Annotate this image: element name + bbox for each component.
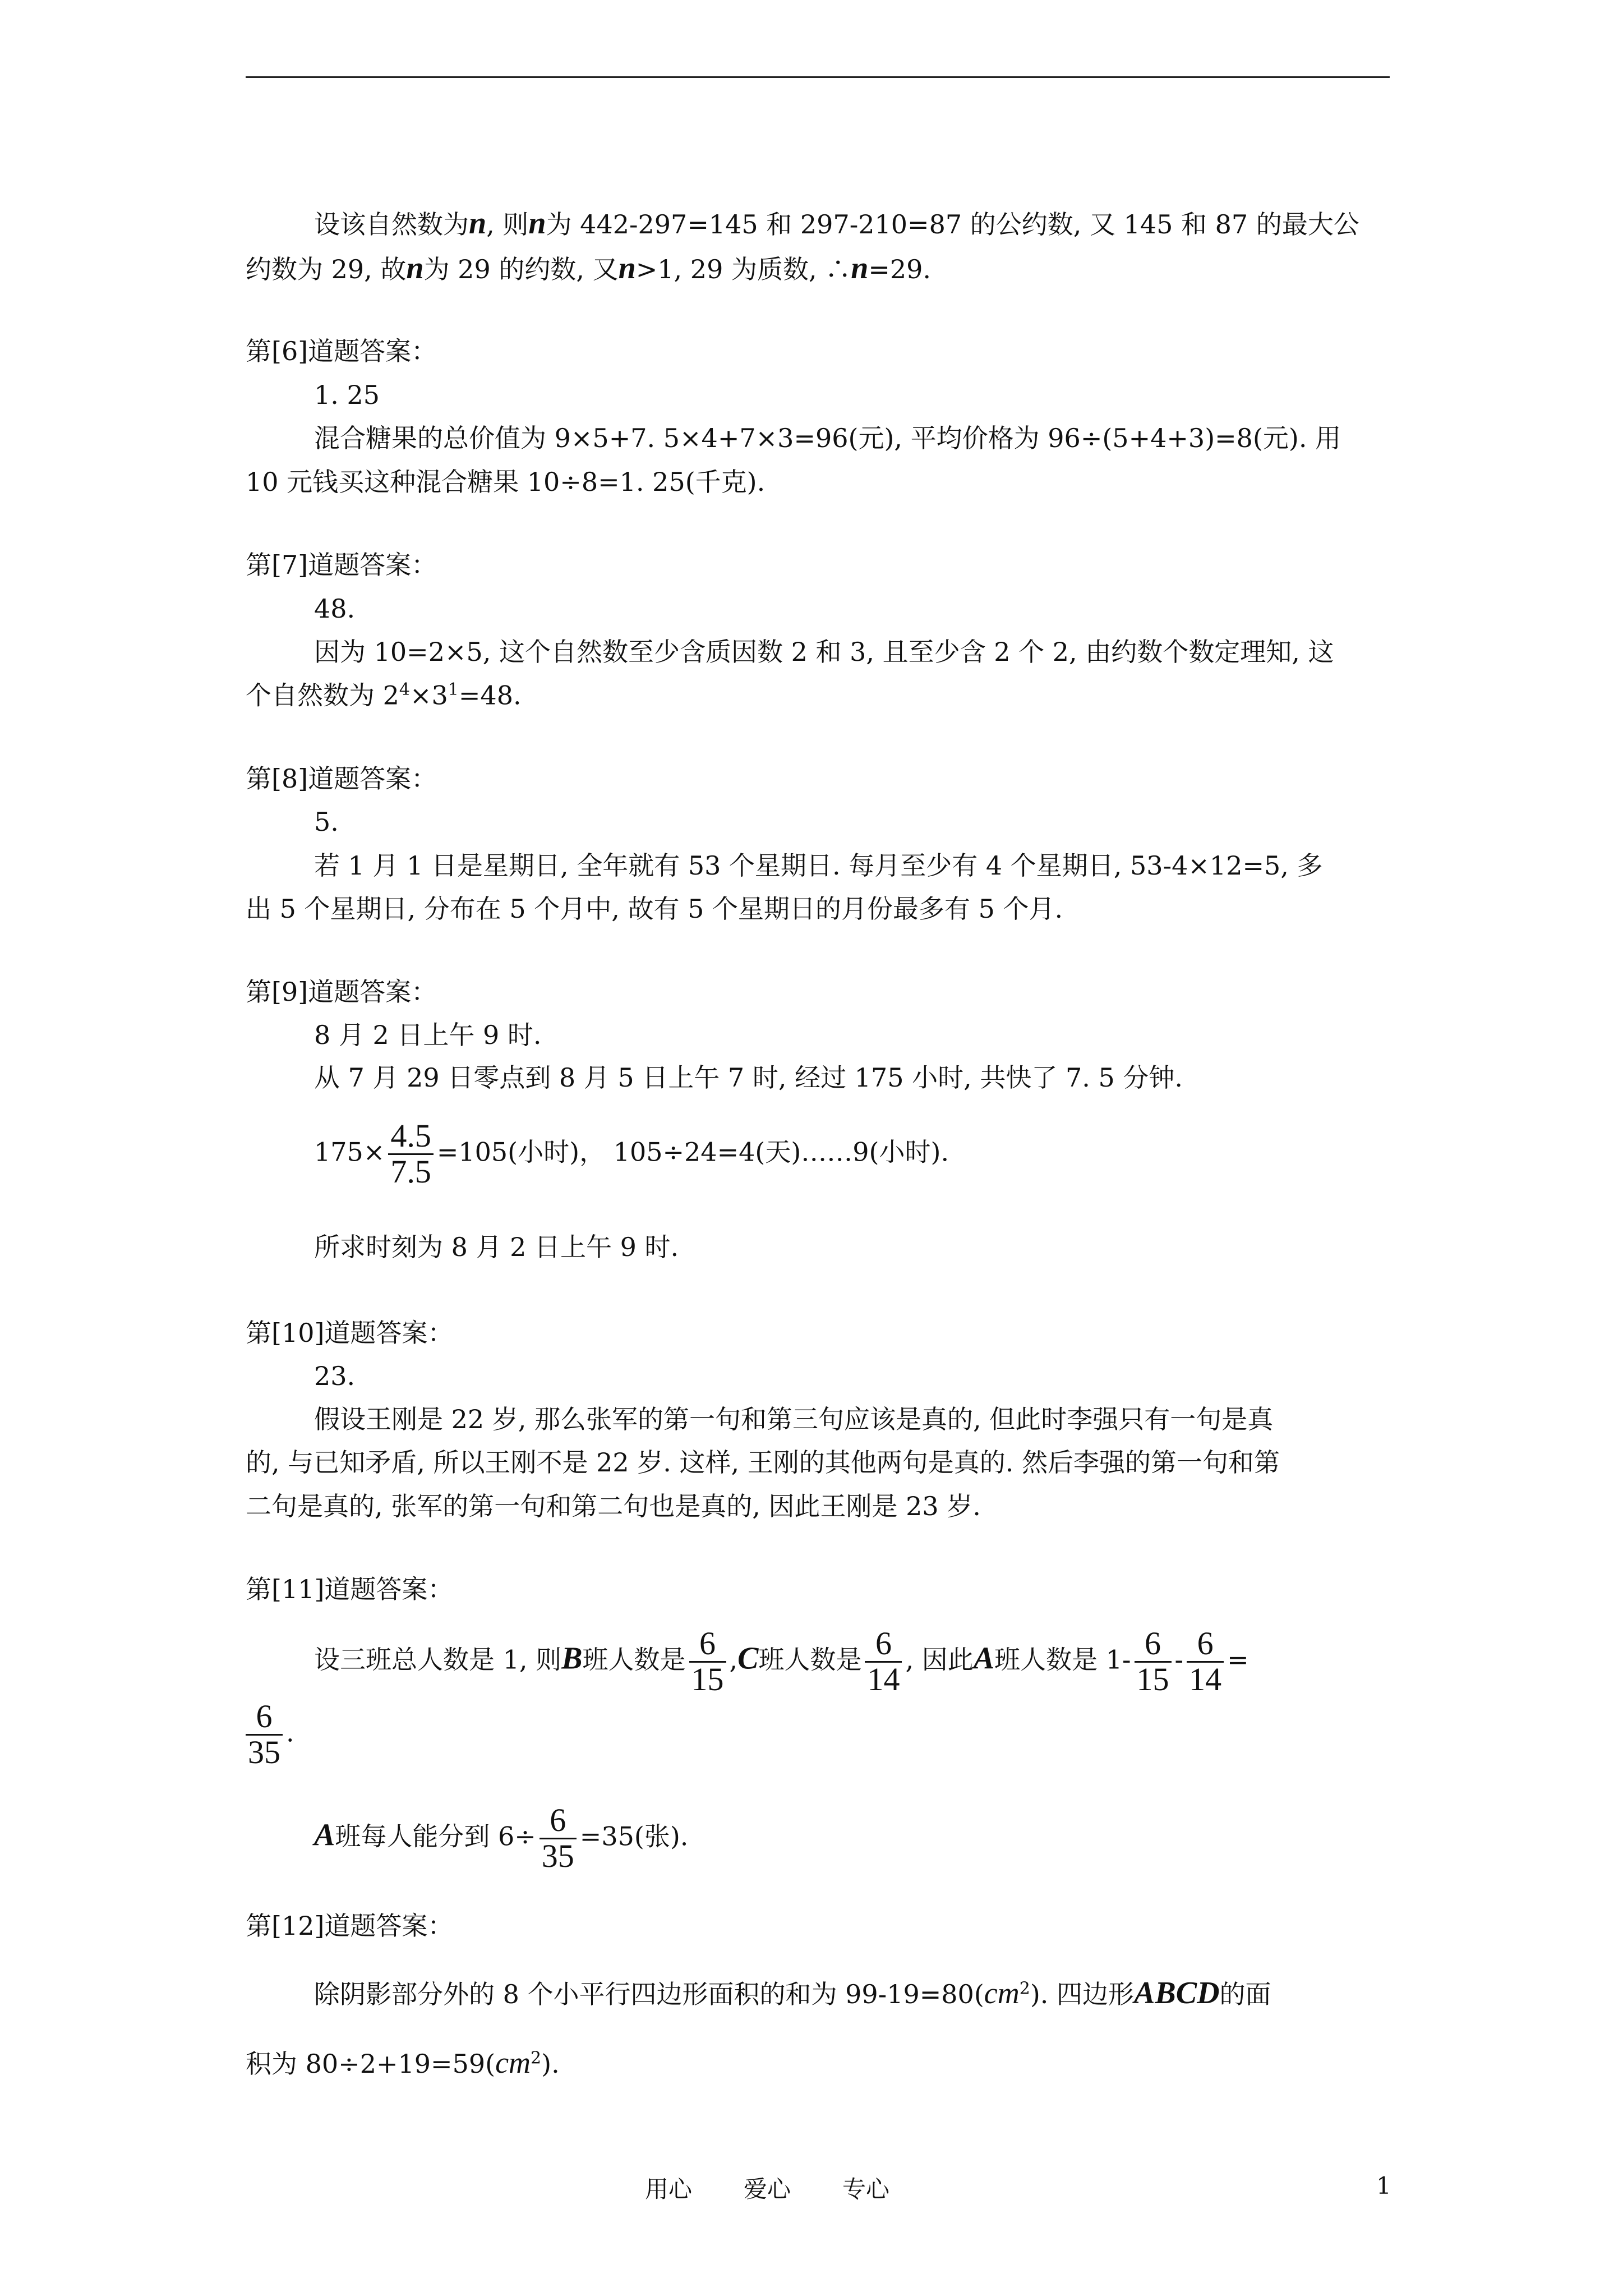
fraction [689, 1627, 726, 1697]
exponent: 4 [399, 680, 410, 700]
text-line: 二句是真的, 张军的第一句和第二句也是真的, 因此王刚是 23 岁. [246, 1491, 981, 1521]
unit-cm: cm [984, 1976, 1020, 2010]
variable-n: n [618, 251, 636, 286]
text: 设该自然数为 [314, 209, 469, 240]
text-line [314, 208, 1390, 239]
answer-heading: 第[10]道题答案： [246, 1318, 454, 1348]
text-line: 所求时刻为 8 月 2 日上午 9 时. [314, 1232, 679, 1262]
text-line: 因为 10=2×5, 这个自然数至少含质因数 2 和 3, 且至少含 2 个 2, 由约数个数定理知, 这 [314, 637, 1334, 667]
variable-b: B [561, 1641, 583, 1676]
text-line: 假设王刚是 22 岁, 那么张军的第一句和第三句应该是真的, 但此时李强只有一句是真 [314, 1404, 1274, 1434]
text: 为 442-297=145 和 297-210=87 的公约数, 又 145 和 87 的最大公 [546, 209, 1359, 240]
text-line: 从 7 月 29 日零点到 8 月 5 日上午 7 时, 经过 175 小时, 共快了 7. 5 分钟. [314, 1062, 1183, 1093]
text: 班每人能分到 6÷ [335, 1821, 536, 1852]
text: 为 29 的约数, 又 [423, 254, 619, 284]
footer-word: 专心 [842, 2175, 890, 2203]
calculation-line [314, 1119, 1390, 1189]
text-line [246, 252, 1390, 284]
fraction-numerator: 6 [689, 1627, 726, 1663]
text: 除阴影部分外的 8 个小平行四边形面积的和为 99-19=80( [314, 1979, 984, 2009]
text: ). 四边形 [1030, 1979, 1135, 2009]
text: =29. [868, 254, 932, 284]
text-line [246, 2047, 1390, 2078]
text: = [1227, 1644, 1249, 1675]
text: =48. [458, 680, 522, 711]
text: 设三班总人数是 1, 则 [314, 1644, 562, 1675]
answer-value: 8 月 2 日上午 9 时. [314, 1020, 542, 1050]
text: =105(小时)， 105÷24=4(天)……9(小时). [436, 1137, 949, 1167]
text: 约数为 29, 故 [246, 254, 407, 284]
text: =35(张). [579, 1821, 689, 1852]
answer-value: 23. [314, 1361, 356, 1391]
fraction-denominator: 14 [867, 1660, 900, 1697]
text-line [246, 680, 1390, 711]
variable-c: C [737, 1641, 759, 1676]
fraction-numerator: 6 [865, 1627, 902, 1663]
text: . [286, 1717, 294, 1748]
fraction-denominator: 7.5 [390, 1153, 431, 1190]
fraction-denominator: 15 [1136, 1660, 1169, 1697]
answer-value: 5. [314, 807, 339, 837]
text: 班人数是 [582, 1644, 686, 1675]
variable-n: n [469, 206, 487, 241]
text: 班人数是 1- [994, 1644, 1131, 1675]
text-line: 混合糖果的总价值为 9×5+7. 5×4+7×3=96(元), 平均价格为 96÷(5+4+3)=8(元). 用 [314, 423, 1341, 453]
footer-word: 爱心 [744, 2175, 791, 2203]
fraction-numerator: 6 [1187, 1627, 1224, 1663]
variable-n: n [406, 251, 424, 286]
text: ). [541, 2049, 560, 2079]
fraction [540, 1803, 577, 1874]
fraction-denominator: 35 [541, 1837, 574, 1874]
text: 的面 [1219, 1979, 1271, 2009]
header-rule [246, 76, 1390, 78]
fraction-denominator: 15 [691, 1660, 724, 1697]
exponent: 2 [531, 2048, 542, 2068]
page-footer [645, 2171, 889, 2205]
text: , [729, 1644, 738, 1675]
unit-cm: cm [495, 2046, 531, 2079]
variable-abcd: ABCD [1134, 1976, 1220, 2010]
fraction [1135, 1627, 1172, 1697]
fraction [388, 1119, 434, 1189]
text-line [314, 1627, 1390, 1697]
page-number: 1 [1376, 2172, 1391, 2200]
text: 班人数是 [758, 1644, 862, 1675]
answer-heading: 第[12]道题答案： [246, 1911, 454, 1941]
fraction-denominator: 35 [248, 1733, 280, 1770]
text-line [314, 1803, 1390, 1874]
text-line: 10 元钱买这种混合糖果 10÷8=1. 25(千克). [246, 467, 766, 497]
fraction-numerator: 4.5 [388, 1119, 434, 1155]
text: 个自然数为 2 [246, 680, 399, 711]
text: >1, 29 为质数, ∴ [635, 254, 851, 284]
fraction [246, 1700, 283, 1770]
answer-heading: 第[11]道题答案： [246, 1574, 454, 1604]
exponent: 1 [448, 680, 459, 700]
text-line: 出 5 个星期日, 分布在 5 个月中, 故有 5 个星期日的月份最多有 5 个月. [246, 894, 1063, 924]
text: , 因此 [905, 1644, 974, 1675]
fraction-numerator: 6 [1135, 1627, 1172, 1663]
answer-value: 1. 25 [314, 380, 380, 410]
text-line: 的, 与已知矛盾, 所以王刚不是 22 岁. 这样, 王刚的其他两句是真的. 然后李强的第一句和第 [246, 1447, 1280, 1478]
variable-n: n [851, 251, 869, 286]
text: 积为 80÷2+19=59( [246, 2049, 496, 2079]
variable-a: A [314, 1818, 335, 1853]
answer-heading: 第[9]道题答案： [246, 977, 437, 1007]
fraction-numerator: 6 [246, 1700, 283, 1736]
text-line: 若 1 月 1 日是星期日, 全年就有 53 个星期日. 每月至少有 4 个星期日, 53-4×12=5, 多 [314, 850, 1323, 881]
variable-a: A [973, 1641, 995, 1676]
text: - [1174, 1644, 1184, 1675]
footer-word: 用心 [645, 2175, 693, 2203]
fraction-denominator: 14 [1189, 1660, 1222, 1697]
text-line [314, 1977, 1390, 2009]
exponent: 2 [1019, 1978, 1030, 1999]
fraction [1187, 1627, 1224, 1697]
variable-n: n [528, 206, 546, 241]
text: ×3 [409, 680, 448, 711]
answer-value: 48. [314, 593, 356, 624]
text: 175× [314, 1137, 385, 1167]
answer-heading: 第[7]道题答案： [246, 550, 437, 580]
fraction [865, 1627, 902, 1697]
answer-heading: 第[8]道题答案： [246, 763, 437, 794]
answer-heading: 第[6]道题答案： [246, 336, 437, 366]
fraction-numerator: 6 [540, 1803, 577, 1839]
text-line [246, 1700, 1390, 1770]
text: , 则 [486, 209, 529, 240]
